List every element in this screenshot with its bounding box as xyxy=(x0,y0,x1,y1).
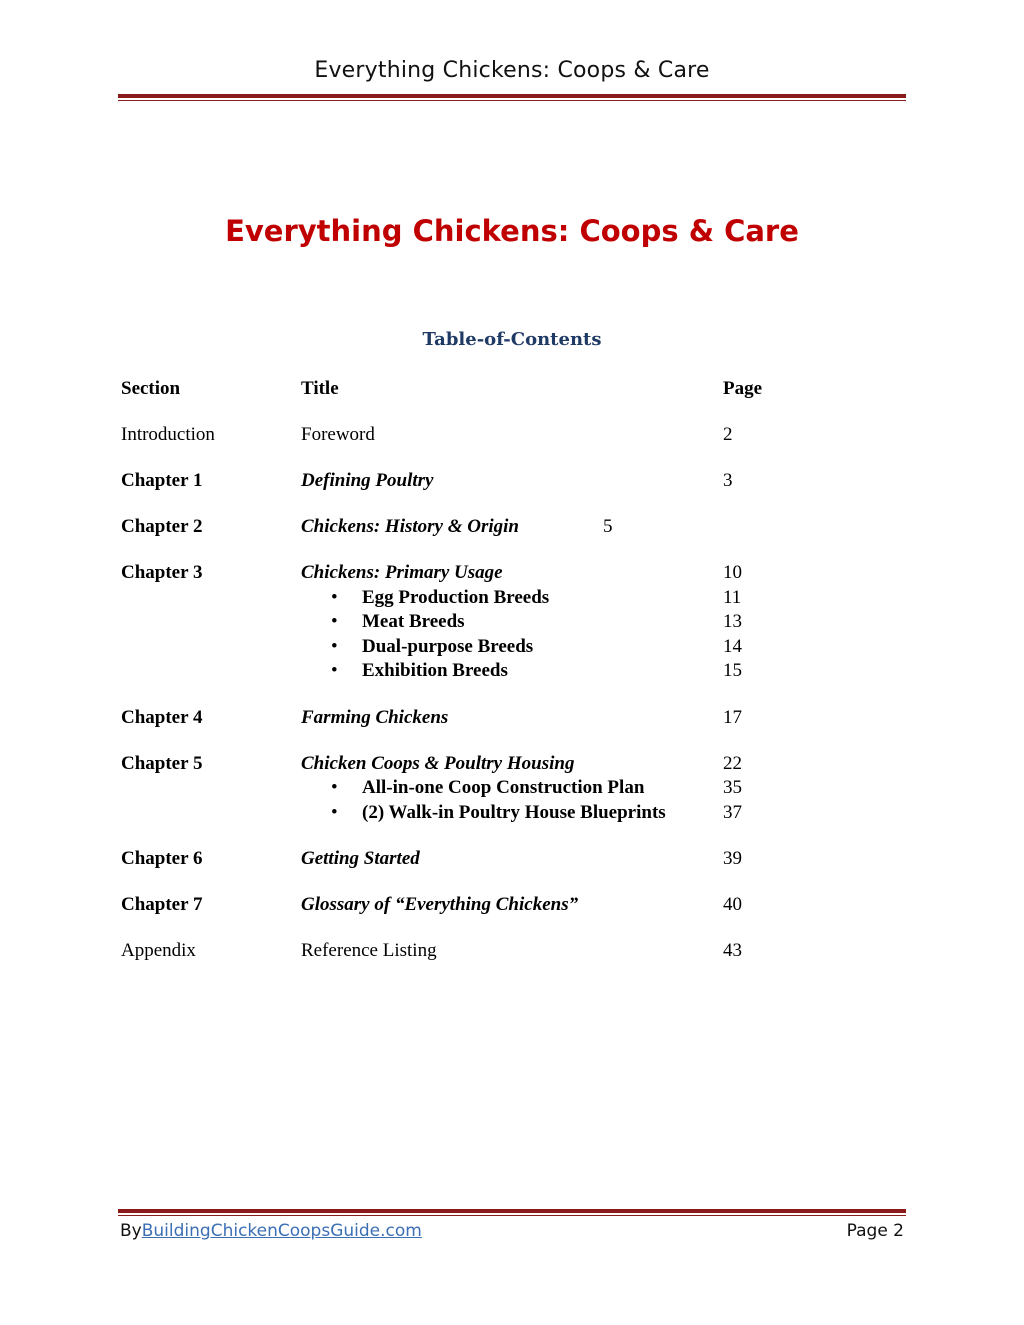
bullet-icon: • xyxy=(331,660,338,681)
toc-subitem-title: Exhibition Breeds xyxy=(362,660,508,681)
toc-section: Chapter 5 xyxy=(121,753,203,774)
toc-heading: Table-of-Contents xyxy=(422,329,602,350)
toc-header-row xyxy=(0,377,1024,401)
toc-subitem xyxy=(0,776,1024,800)
toc-subitem-title: Meat Breeds xyxy=(362,611,465,632)
toc-subitem-title: (2) Walk-in Poultry House Blueprints xyxy=(362,802,666,823)
bullet-icon: • xyxy=(331,636,338,657)
toc-row-chapter-3 xyxy=(0,561,1024,585)
toc-title: Farming Chickens xyxy=(301,707,449,728)
toc-page: 5 xyxy=(603,516,613,537)
toc-subitem-page: 11 xyxy=(723,587,742,608)
toc-section: Chapter 7 xyxy=(121,894,203,915)
toc-section: Chapter 2 xyxy=(121,516,203,537)
toc-subitem xyxy=(0,610,1024,634)
footer-rule xyxy=(118,1209,906,1216)
toc-page: 2 xyxy=(723,424,733,445)
toc-page: 43 xyxy=(723,940,742,961)
toc-row-introduction xyxy=(0,423,1024,447)
toc-subitem xyxy=(0,801,1024,825)
toc-subitem xyxy=(0,659,1024,683)
toc-subitem-page: 15 xyxy=(723,660,742,681)
toc-row-chapter-2 xyxy=(0,515,1024,539)
toc-section: Appendix xyxy=(121,940,196,961)
toc-title: Chickens: Primary Usage xyxy=(301,562,503,583)
footer-credit xyxy=(120,1221,422,1241)
toc-page: 17 xyxy=(723,707,742,728)
toc-section: Chapter 1 xyxy=(121,470,203,491)
toc-page: 40 xyxy=(723,894,742,915)
toc-row-chapter-4 xyxy=(0,706,1024,730)
toc-section: Chapter 6 xyxy=(121,848,203,869)
toc-page: 22 xyxy=(723,753,742,774)
toc-subitem-page: 14 xyxy=(723,636,742,657)
toc-title: Glossary of “Everything Chickens” xyxy=(301,894,579,915)
toc-row-appendix xyxy=(0,939,1024,963)
bullet-icon: • xyxy=(331,611,338,632)
toc-title: Defining Poultry xyxy=(301,470,434,491)
col-header-page: Page xyxy=(723,378,763,399)
toc-subitem xyxy=(0,586,1024,610)
header-rule xyxy=(118,94,906,101)
bullet-icon: • xyxy=(331,777,338,798)
toc-subitem xyxy=(0,635,1024,659)
footer-page-number: Page 2 xyxy=(846,1221,904,1241)
toc-subitem-page: 37 xyxy=(723,802,742,823)
bullet-icon: • xyxy=(331,587,338,608)
toc-page: 10 xyxy=(723,562,742,583)
toc-subitem-title: Dual-purpose Breeds xyxy=(362,636,534,657)
toc-subitem-title: All-in-one Coop Construction Plan xyxy=(362,777,645,798)
toc-row-chapter-1 xyxy=(0,469,1024,493)
toc-title: Reference Listing xyxy=(301,940,437,961)
toc-title: Chicken Coops & Poultry Housing xyxy=(301,753,575,774)
toc-row-chapter-6 xyxy=(0,847,1024,871)
footer-website-link[interactable]: BuildingChickenCoopsGuide.com xyxy=(141,1221,422,1241)
col-header-section: Section xyxy=(121,378,181,399)
toc-row-chapter-7 xyxy=(0,893,1024,917)
toc-title: Foreword xyxy=(301,424,375,445)
toc-subitem-title: Egg Production Breeds xyxy=(362,587,550,608)
toc-page: 3 xyxy=(723,470,733,491)
toc-page: 39 xyxy=(723,848,742,869)
toc-row-chapter-5 xyxy=(0,752,1024,776)
toc-subitem-page: 13 xyxy=(723,611,742,632)
toc-section: Introduction xyxy=(121,424,215,445)
footer-by-label: By xyxy=(120,1221,142,1241)
header-title: Everything Chickens: Coops & Care xyxy=(314,58,710,83)
toc-subitem-page: 35 xyxy=(723,777,742,798)
document-title: Everything Chickens: Coops & Care xyxy=(225,214,799,248)
bullet-icon: • xyxy=(331,802,338,823)
toc-section: Chapter 3 xyxy=(121,562,203,583)
toc-title: Getting Started xyxy=(301,848,420,869)
toc-title: Chickens: History & Origin xyxy=(301,516,519,537)
toc-section: Chapter 4 xyxy=(121,707,203,728)
col-header-title: Title xyxy=(301,378,339,399)
